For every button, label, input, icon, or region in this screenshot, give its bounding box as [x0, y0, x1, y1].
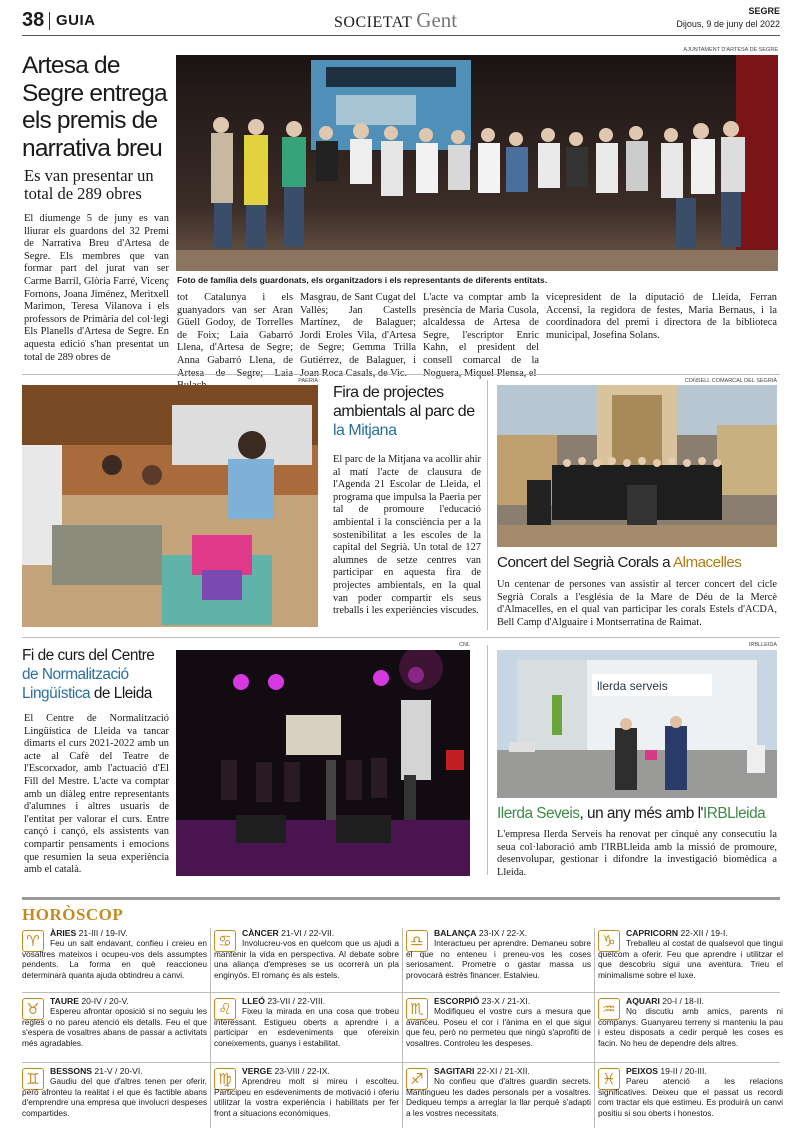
- taurus-icon: ♉: [22, 998, 44, 1020]
- main-story-col5: vicepresident de la diputació de Lleida, Ferran Accensi, la regidora de festes, Maria Bernaus, i la coordinadora del premi i directora de la biblioteca municipal, Josefina Solans.: [546, 292, 777, 341]
- main-story-col2: tot Catalunya i els guanyadors van ser Aran Güell Godoy, de Torrelles de Foix; Laia Gabarró Llena, d'Artesa de Segre; Anna Gabarró Llena, de: [177, 292, 293, 366]
- leo-icon: ♌: [214, 998, 236, 1020]
- pisces-icon: ♓: [598, 1068, 620, 1090]
- cnl-photo: [176, 650, 470, 876]
- horoscope-sign-text: Feu un salt endavant, confieu i creieu en vosaltres mateixos i ocupeu-vos dels assumptes pendents. La forma en què reaccioneu determinarà quanta ajuda obtindreu a canvi.: [22, 938, 207, 980]
- horoscope-sign-aquarius: [598, 996, 783, 1076]
- horoscope-sign-title: [434, 928, 591, 938]
- cnl-title-plain1: Fi de curs del Centre: [22, 647, 155, 664]
- horoscope-sign-name: SAGITARI: [434, 1066, 475, 1076]
- horoscope-sign-title: [50, 1066, 207, 1076]
- horoscope-sign-title: [626, 1066, 783, 1076]
- horoscope-row-divider: [22, 1062, 780, 1063]
- horoscope-sign-name: PEIXOS: [626, 1066, 658, 1076]
- cancer-icon: ♋: [214, 930, 236, 952]
- main-story-subtitle: Es van presentar un total de 289 obres: [24, 166, 154, 203]
- horoscope-sign-dates: 23-IX / 22-X.: [478, 928, 528, 938]
- horoscope-grid: [22, 928, 783, 1133]
- horoscope-sign-title: [50, 996, 207, 1006]
- cnl-body: El Centre de Normalització Lingüística de Lleida va tancar dimarts el curs 2021-2022 amb un acte al Cafè del Teatre de l'Escorxador, amb l'actuació d'El Fill del Mestre. L'acte va comptar amb un diàleg entre representants d'alumnes i altres usuaris de l'entitat per valorar el curs. Entre cançó i cançó, els assistents van compartir pensaments i emocions que resumien la seua experiència amb el català.: [24, 713, 169, 876]
- fira-body: El parc de la Mitjana va acollir ahir al matí l'acte de clausura de l'Agenda 21 Escolar de Lleida, el programa que impulsa la Paeria per tal de promoure l'educació ambiental i la consciència per a la sostenibilitat a les escoles de la capital del Segrià. Un total de 127 alumnes de setze centres van participar en aquesta fira de projectes ambientals, en la qual van poder compartir els seus treballs i les experiències viscudes.: [333, 454, 481, 617]
- horoscope-sign-taurus: [22, 996, 207, 1076]
- horoscope-sign-dates: 22-XII / 19-I.: [680, 928, 728, 938]
- scorpio-icon: ♏: [406, 998, 428, 1020]
- horoscope-sign-title: [434, 996, 591, 1006]
- column-divider-mid: [487, 380, 488, 630]
- horoscope-sign-name: VERGE: [242, 1066, 273, 1076]
- horoscope-sign-text: Pareu atenció a les relacions significatives. Deixeu que el passat us recordi com tractar els que estimeu. Es produirà un canvi positiu si sou oberts i honestos.: [598, 1076, 783, 1118]
- capricorn-icon: ♑: [598, 930, 620, 952]
- fira-title-highlight: la Mitjana: [333, 422, 397, 439]
- horoscope-sign-text: Modifiqueu el vostre curs a mesura que avanceu. Poseu el cor i l'ànima en el que sigui que feu, però no permeteu que ningú s'aprofiti de vosaltres. Controleu les despeses.: [406, 1006, 591, 1048]
- ilerda-title-highlight1: Ilerda Seveis: [497, 805, 580, 822]
- horoscope-sign-title: [242, 1066, 399, 1076]
- ilerda-title-plain: , un any més amb l': [579, 805, 703, 822]
- horoscope-sign-title: [434, 1066, 591, 1076]
- horoscope-sign-title: [242, 928, 399, 938]
- horoscope-sign-sagittarius: [406, 1066, 591, 1137]
- ilerda-title-highlight2: IRBLleida: [702, 805, 766, 822]
- ilerda-photo: [497, 650, 777, 798]
- horoscope-column-divider: [210, 928, 211, 1128]
- horoscope-sign-title: [50, 928, 207, 938]
- cnl-title-highlight: de Normalització Lingüística: [22, 666, 129, 702]
- gemini-icon: ♊: [22, 1068, 44, 1090]
- fira-photo: [22, 385, 318, 627]
- ilerda-body: L'empresa Ilerda Serveis ha renovat per cinquè any consecutiu la seua col·laboració amb l'IRBLleida amb la missió de promoure, desenvolupar, gestionar i difondre la investigació biomèdica a Lleida.: [497, 829, 777, 878]
- horoscope-sign-text: Interactueu per aprendre. Demaneu sobre el que no enteneu i preneu-vos les coses seriosament. Prometre o gastar massa us provocarà estrès financer. Estalvieu.: [406, 938, 591, 980]
- horoscope-sign-name: TAURE: [50, 996, 79, 1006]
- horoscope-sign-scorpio: [406, 996, 591, 1076]
- fira-photo-credit: PAERIA: [298, 378, 318, 384]
- main-story-col4: L'acte va comptar amb la presència de Maria Cusola, alcaldessa de Artesa de Segre, l'escriptor Enric Kahn, el president del consell comarcal de la: [423, 292, 539, 366]
- concert-title-highlight: Almacelles: [672, 554, 742, 571]
- aquarius-icon: ♒: [598, 998, 620, 1020]
- header-rule: [22, 35, 780, 36]
- concert-title: [497, 554, 779, 572]
- horoscope-sign-name: CÀNCER: [242, 928, 279, 938]
- horoscope-sign-text: Gaudiu del que d'altres tenen per oferir, però afronteu la realitat i el que és factible abans d'emprendre una empresa que involucri despeses compartides.: [22, 1076, 207, 1118]
- page-number: 38: [22, 9, 45, 31]
- ilerda-title: [497, 805, 779, 823]
- row-divider-2: [22, 637, 780, 638]
- horoscope-sign-name: ESCORPIÓ: [434, 996, 480, 1006]
- horoscope-title: HORÒSCOP: [22, 905, 124, 924]
- horoscope-sign-name: LLEÓ: [242, 996, 265, 1006]
- horoscope-sign-dates: 22-XI / 21-XII.: [476, 1066, 530, 1076]
- horoscope-sign-title: [626, 928, 783, 938]
- horoscope-sign-dates: 20-IV / 20-V.: [81, 996, 129, 1006]
- virgo-icon: ♍: [214, 1068, 236, 1090]
- ilerda-photo-credit: IRBLLEIDA: [748, 642, 777, 648]
- main-story-col1: El diumenge 5 de juny es van lliurar els guardons del 32 Premi de Narrativa Breu d'Artesa de Segre. Els membres que van formar part del jurat van ser Carme Barril, Glòria Farré, Vicenç Fornons, Joana Jiménez, Meritxell Marimon, Teresa Vilanova i els professors de Primària del col·legi Els Planells d'Artesa de Segre. En aquesta edició s'han presentat un total de 289 obres de: [24, 213, 169, 363]
- main-photo-caption: Foto de família dels guardonats, els organitzadors i els representants de diferents entitats.: [177, 275, 548, 285]
- horoscope-sign-gemini: [22, 1066, 207, 1137]
- horoscope-sign-dates: 20-I / 18-II.: [662, 996, 704, 1006]
- horoscope-sign-dates: 23-X / 21-XI.: [481, 996, 531, 1006]
- horoscope-sign-dates: 21-III / 19-IV.: [78, 928, 128, 938]
- horoscope-column-divider: [594, 928, 595, 1128]
- horoscope-sign-text: Fixeu la mirada en una cosa que trobeu interessant. Estigueu oberts a aprendre i a participar en esdeveniments que ofereixin coneixements, guanys i estabilitat.: [214, 1006, 399, 1048]
- horoscope-row-divider: [22, 992, 780, 993]
- horoscope-top-bar: [22, 897, 780, 900]
- main-story-col3: Masgrau, de Sant Cugat del Vallès; Jan Castells Martínez, de Balaguer; Jordi Eroles Vila, d'Artesa de Segre; Gemma Trilla Gutiérrez, de Balaguer, i: [300, 292, 416, 366]
- horoscope-sign-dates: 21-VI / 22-VII.: [281, 928, 335, 938]
- concert-photo: [497, 385, 777, 547]
- ilerda-building-sign: llerda serveis: [597, 679, 668, 693]
- horoscope-sign-text: Aprendreu molt si mireu i escolteu. Participeu en esdeveniments de motivació i oferiu utilitzar la vostra experiència i habilitats per fer front a situacions econòmiques.: [214, 1076, 399, 1118]
- concert-title-plain: Concert del Segrià Corals a: [497, 554, 673, 571]
- issue-date: Dijous, 9 de juny del 2022: [676, 19, 780, 29]
- fira-title: [333, 383, 483, 440]
- horoscope-sign-name: ÀRIES: [50, 928, 77, 938]
- main-photo-credit: AJUNTAMENT D'ARTESA DE SEGRE: [683, 47, 778, 53]
- horoscope-sign-text: No confieu que d'altres guardin secrets. Mantingueu les dades personals per a vosaltres. Dediqueu temps a arreglar la llar perquè s'adapti a les vostres necessitats.: [406, 1076, 591, 1118]
- horoscope-sign-title: [242, 996, 399, 1006]
- libra-icon: ♎: [406, 930, 428, 952]
- horoscope-sign-text: Treballeu al costat de qualsevol que tingui quelcom a oferir. Feu que aprendre i utilitzar el que descobriu sigui una aventura. Trieu el minimalisme sobre el luxe.: [598, 938, 783, 980]
- horoscope-sign-dates: 19-II / 20-III.: [660, 1066, 707, 1076]
- header-divider: [49, 12, 50, 30]
- horoscope-sign-text: Involucreu-vos en quelcom que us ajudi a mantenir la vida en perspectiva. Al debate sobre una aliança d'empreses se us ocorrerà un pla enginyós. El romanç és als estels.: [214, 938, 399, 980]
- horoscope-sign-name: AQUARI: [626, 996, 660, 1006]
- cnl-title-plain2: de Lleida: [90, 685, 152, 702]
- horoscope-sign-virgo: [214, 1066, 399, 1137]
- category-label: [334, 8, 457, 33]
- horoscope-sign-dates: 23-VII / 22-VIII.: [267, 996, 326, 1006]
- horoscope-sign-pisces: [598, 1066, 783, 1137]
- horoscope-sign-name: BESSONS: [50, 1066, 93, 1076]
- category-bold: Gent: [416, 8, 458, 32]
- sagittarius-icon: ♐: [406, 1068, 428, 1090]
- aries-icon: ♈: [22, 930, 44, 952]
- page-header: [22, 4, 780, 34]
- section-label: GUIA: [56, 12, 96, 29]
- horoscope-sign-text: No discutiu amb amics, parents ni companys. Guanyareu terreny si manteniu la pau i esteu disposats a cedir perquè les coses es facin. No heu de dependre dels altres.: [598, 1006, 783, 1048]
- horoscope-sign-name: BALANÇA: [434, 928, 477, 938]
- awards-group-photo: [176, 55, 778, 271]
- horoscope-sign-text: Espereu afrontar oposició si no seguiu les regles o no pareu atenció els detalls. Feu el que s'espera de vosaltres abans de passar a activitats més agradables.: [22, 1006, 207, 1048]
- horoscope-sign-dates: 23-VIII / 22-IX.: [274, 1066, 330, 1076]
- horoscope-sign-dates: 21-V / 20-VI.: [94, 1066, 143, 1076]
- horoscope-sign-name: CAPRICORN: [626, 928, 679, 938]
- fira-title-plain: Fira de projectes ambientals al parc de: [333, 384, 475, 420]
- column-divider-low: [487, 645, 488, 875]
- cnl-photo-credit: CNL: [458, 642, 470, 648]
- newspaper-name: SEGRE: [748, 6, 780, 16]
- horoscope-column-divider: [402, 928, 403, 1128]
- row-divider-1: [22, 374, 780, 375]
- concert-photo-credit: CONSELL COMARCAL DEL SEGRIÀ: [684, 378, 777, 384]
- cnl-title: [22, 646, 172, 703]
- horoscope-sign-title: [626, 996, 783, 1006]
- concert-body: Un centenar de persones van assistir al tercer concert del cicle Segrià Corals a l'església de la Mare de Déu de la Mercè d'Almacelles, en el qual van participar les corals Estels d'ACDA, Bell Camp d'Alguaire i Montserratina de Raimat.: [497, 579, 777, 628]
- horoscope-sign-leo: [214, 996, 399, 1076]
- category-light: SOCIETAT: [334, 14, 413, 31]
- main-story-title: Artesa de Segre entrega els premis de narrativa breu: [22, 52, 167, 162]
